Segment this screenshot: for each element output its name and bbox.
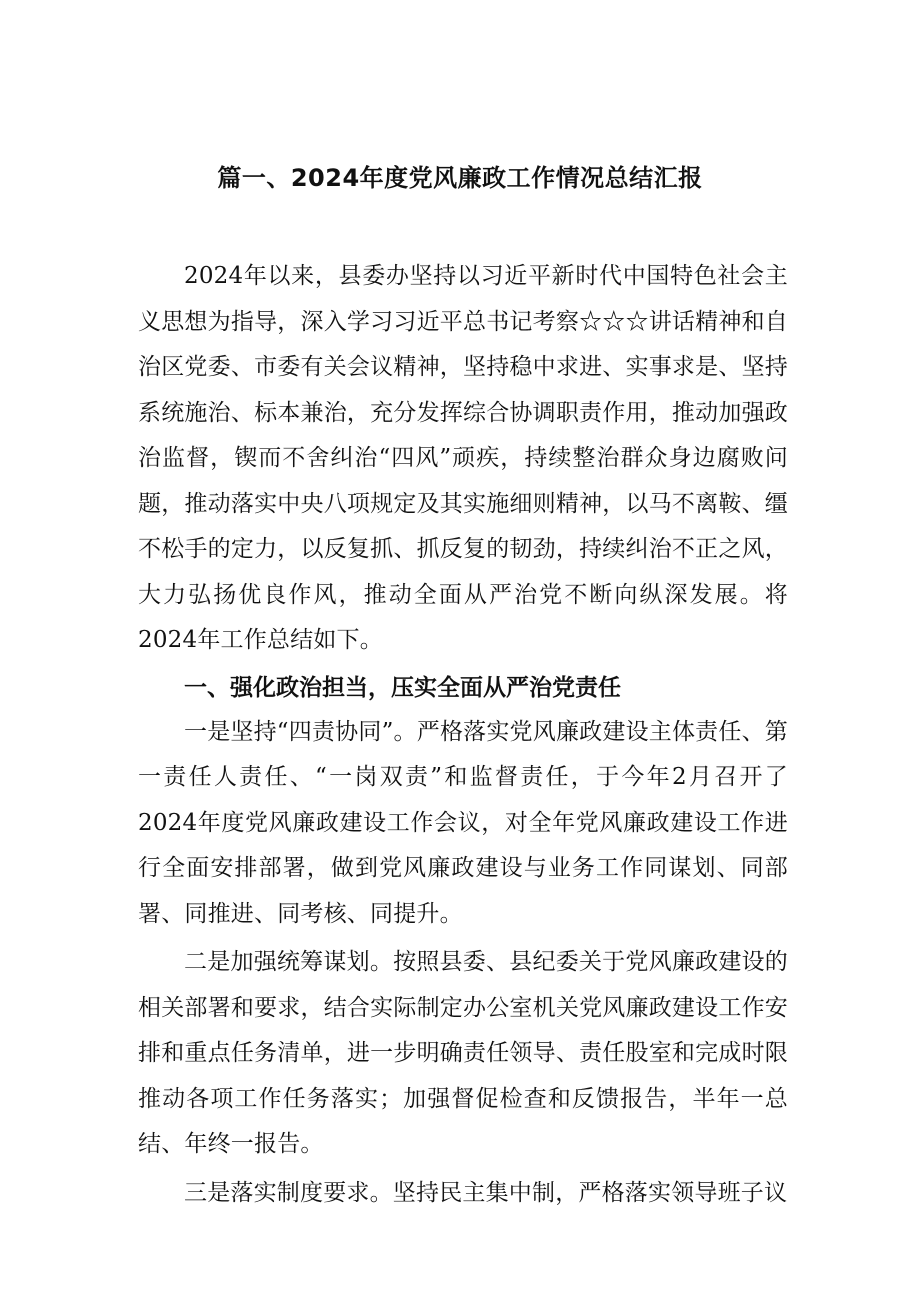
intro-paragraph: 2024年以来，县委办坚持以习近平新时代中国特色社会主义思想为指导，深入学习习近平总书记考察☆☆☆讲话精神和自治区党委、市委有关会议精神，坚持稳中求进、实事求是、坚持系统施治、标本兼治，充分发挥综合协调职责作用，推动加强政治监督，锲而不舍纠治“四风”顽疾，持续整治群众身边腐败问题，推动落实中央八项规定及其实施细则精神，以马不离鞍、缰不松手的定力，以反复抓、抓反复的韧劲，持续纠治不正之风，大力弘扬优良作风，推动全面从严治党不断向纵深发展。将2024年工作总结如下。: [138, 263, 788, 653]
section-heading: 一、强化政治担当，压实全面从严治党责任: [184, 674, 621, 701]
paragraph-1: 一是坚持“四责协同”。严格落实党风廉政建设主体责任、第一责任人责任、“一岗双责”和监督责任，于今年2月召开了2024年度党风廉政建设工作会议，对全年党风廉政建设工作进行全面安排部署，做到党风廉政建设与业务工作同谋划、同部署、同推进、同考核、同提升。: [138, 718, 788, 927]
document-body: [138, 254, 788, 1216]
paragraph-3: 三是落实制度要求。坚持民主集中制，严格落实领导班子议: [184, 1179, 788, 1206]
paragraph-2: 二是加强统筹谋划。按照县委、县纪委关于党风廉政建设的相关部署和要求，结合实际制定办公室机关党风廉政建设工作安排和重点任务清单，进一步明确责任领导、责任股室和完成时限推动各项工作任务落实；加强督促检查和反馈报告，半年一总结、年终一报告。: [138, 949, 788, 1157]
document-title: 篇一、2024年度党风廉政工作情况总结汇报: [217, 164, 703, 192]
